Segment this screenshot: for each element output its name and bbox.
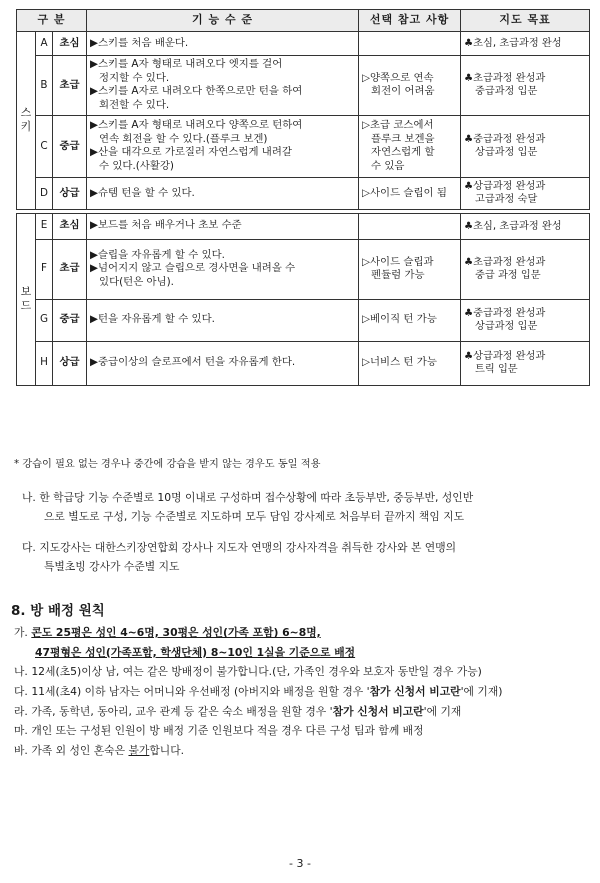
level-name: 초심 [53,32,87,56]
table-row [17,341,590,385]
table-footnote: * 강습이 필요 없는 경우나 중간에 강습을 받지 않는 경우도 동일 적용 [14,459,321,470]
goal-line: 트릭 입문 [475,364,518,376]
item-label: 라. [14,704,28,718]
level-name: 초심 [53,213,87,239]
paragraph-line: 한 학급당 기능 수준별로 10명 이내로 구성하며 접수상황에 따라 초등부반, 중등부반, 성인반 [39,491,474,504]
level-code: D [36,177,53,209]
paragraph-label: 나. [22,491,36,504]
skill-description-line: 회전할 수 있다. [99,99,170,112]
paragraph-line: 특별초빙 강사가 수준별 지도 [44,559,180,573]
item-text: '에 기재) [460,684,503,698]
header-category: 구 분 [17,10,87,32]
room-rules-list [14,623,590,760]
item-text-bold: 참가 신청서 비고란 [369,684,461,698]
item-text-underlined: 콘도 25평은 성인 4~6명, 30평은 성인(가족 포함) 6~8명, [31,626,321,639]
item-text-underlined: 불가 [128,743,150,757]
goal-line: ♣중급과정 완성과 [464,307,546,319]
skill-description [87,177,359,209]
item-label: 가. [14,626,28,639]
skill-description [87,115,359,177]
paragraph-da [22,539,582,577]
skill-description-line: 있다(턴은 아님). [99,276,174,289]
reference-note-line: 자연스럽게 할 [371,146,435,159]
goal [461,213,590,239]
level-code: B [36,56,53,116]
header-goal: 지도 목표 [461,10,590,32]
reference-note-line: ▷양쪽으로 연속 [362,71,434,84]
skill-description [87,239,359,299]
skill-description-line: ▶슬립을 자유롭게 할 수 있다. [90,248,225,261]
skill-description-line: ▶스키를 A자 형태로 내려오다 양쪽으로 턴하여 [90,118,303,131]
list-item [14,721,590,741]
skill-description [87,213,359,239]
reference-note-line: 플루크 보겐을 [371,132,435,145]
item-text-underlined: 47평형은 성인(가족포함, 학생단체) 8~10인 1실을 기준으로 배정 [35,645,356,659]
goal-line: 중급 과정 입문 [475,270,541,282]
skill-description-line: ▶중급이상의 슬로프에서 턴을 자유롭게 한다. [90,356,296,369]
level-code: G [36,299,53,341]
goal-line: ♣중급과정 완성과 [464,133,546,145]
reference-note [359,177,461,209]
list-item [14,662,590,682]
goal [461,56,590,116]
goal-line: ♣상급과정 완성과 [464,180,546,192]
item-text: 가족 외 성인 혼숙은 [31,743,129,757]
item-text: 합니다. [149,743,185,757]
sport-label-char: 드 [20,299,32,313]
reference-note [359,239,461,299]
reference-note-line: ▷베이직 턴 가능 [362,313,437,326]
table-row [17,56,590,116]
level-name: 상급 [53,177,87,209]
list-item [14,741,590,761]
table-row [17,213,590,239]
reference-note [359,32,461,56]
skill-description-line: ▶슈템 턴을 할 수 있다. [90,186,195,199]
level-code: F [36,239,53,299]
skill-description [87,299,359,341]
goal [461,299,590,341]
level-name: 상급 [53,341,87,385]
skill-description-line: 연속 회전을 할 수 있다.(플루크 보겐) [99,132,268,145]
reference-note-line: 수 있음 [371,160,405,173]
sport-label-char: 스 [20,105,32,119]
sport-label-char: 보 [20,284,32,298]
goal [461,177,590,209]
reference-note [359,299,461,341]
paragraph-line: 으로 별도로 구성, 기능 수준별로 지도하며 모두 담임 강사제로 처음부터 끝까지 책임 지도 [44,509,465,523]
reference-note-line: ▷초급 코스에서 [362,118,434,131]
paragraph-na [22,489,582,527]
level-code: A [36,32,53,56]
skill-description [87,56,359,116]
list-item [14,682,590,702]
goal-line: 고급과정 숙달 [475,194,538,206]
header-skill-level: 기 능 수 준 [87,10,359,32]
sport-cell [17,32,36,210]
goal-line: 상급과정 입문 [475,147,538,159]
item-text: 11세(초4) 이하 남자는 어머니와 우선배정 (아버지와 배정을 원할 경우 ' [31,684,370,698]
item-text: '에 기재 [423,704,462,718]
list-item [14,643,590,663]
page-number: - 3 - [289,857,311,870]
table-header-row [17,10,590,32]
table-body [17,32,590,386]
ski-level-table [16,9,590,386]
reference-note-line: ▷사이드 슬립과 [362,255,434,268]
skill-description-line: 수 있다.(사활강) [99,160,174,173]
section-title: 8. 방 배정 원칙 [11,603,105,619]
goal [461,239,590,299]
table-row [17,115,590,177]
skill-description-line: ▶보드를 처음 배우거나 초보 수준 [90,219,242,232]
goal-line: ♣상급과정 완성과 [464,350,546,362]
goal-line: ♣초심, 초급과정 완성 [464,37,562,49]
item-label: 나. [14,665,28,679]
reference-note-line: ▷사이드 슬립이 됨 [362,186,447,199]
skill-description-line: 정지할 수 있다. [99,71,170,84]
table-row [17,177,590,209]
level-name: 초급 [53,56,87,116]
reference-note [359,115,461,177]
item-text-bold: 참가 신청서 비고란 [332,704,424,718]
list-item [14,623,590,643]
skill-description [87,341,359,385]
goal-line: ♣초심, 초급과정 완성 [464,220,562,232]
paragraph-label: 다. [22,541,36,554]
skill-description-line: ▶스키를 A자 형태로 내려오다 엣지를 걸어 [90,58,283,70]
reference-note-line: 펜듈럼 가능 [371,269,425,282]
skill-description-line: ▶넘어지지 않고 슬립으로 경사면을 내려올 수 [90,262,296,275]
table-row [17,32,590,56]
level-code: H [36,341,53,385]
goal-line: ♣초급과정 완성과 [464,73,546,85]
goal [461,32,590,56]
paragraph-line: 지도강사는 대한스키장연합회 강사나 지도자 연맹의 강사자격을 취득한 강사와 본 연맹의 [39,541,457,554]
goal [461,341,590,385]
goal-line: 중급과정 입문 [475,86,538,98]
item-text: 12세(초5)이상 남, 여는 같은 방배정이 불가합니다.(단, 가족인 경우와 보호자 동반일 경우 가능) [31,665,482,679]
level-code: C [36,115,53,177]
goal [461,115,590,177]
skill-description-line: ▶턴을 자유롭게 할 수 있다. [90,313,215,326]
level-name: 중급 [53,115,87,177]
item-text: 가족, 동학년, 동아리, 교우 관계 등 같은 숙소 배정을 원할 경우 ' [31,704,333,718]
item-label: 바. [14,743,28,757]
skill-description-line: ▶스키를 처음 배운다. [90,36,189,49]
goal-line: ♣초급과정 완성과 [464,256,546,268]
reference-note [359,341,461,385]
reference-note [359,56,461,116]
list-item [14,702,590,722]
level-name: 중급 [53,299,87,341]
level-name: 초급 [53,239,87,299]
reference-note-line: 회전이 어려움 [371,85,435,98]
table-row [17,299,590,341]
goal-line: 상급과정 입문 [475,321,538,333]
level-code: E [36,213,53,239]
reference-note-line: ▷너비스 턴 가능 [362,356,437,369]
item-text: 개인 또는 구성된 인원이 방 배정 기준 인원보다 적을 경우 다른 구성 팀과 함께 배정 [31,724,424,738]
skill-description-line: ▶산을 대각으로 가로질러 자연스럽게 내려갈 [90,146,292,159]
item-label: 다. [14,684,28,698]
table-row [17,239,590,299]
reference-note [359,213,461,239]
item-label: 마. [14,724,28,738]
sport-cell [17,213,36,385]
header-reference: 선택 참고 사항 [359,10,461,32]
skill-description [87,32,359,56]
sport-label-char: 키 [20,120,32,134]
skill-description-line: ▶스키를 A자로 내려오다 한쪽으로만 턴을 하여 [90,85,303,98]
